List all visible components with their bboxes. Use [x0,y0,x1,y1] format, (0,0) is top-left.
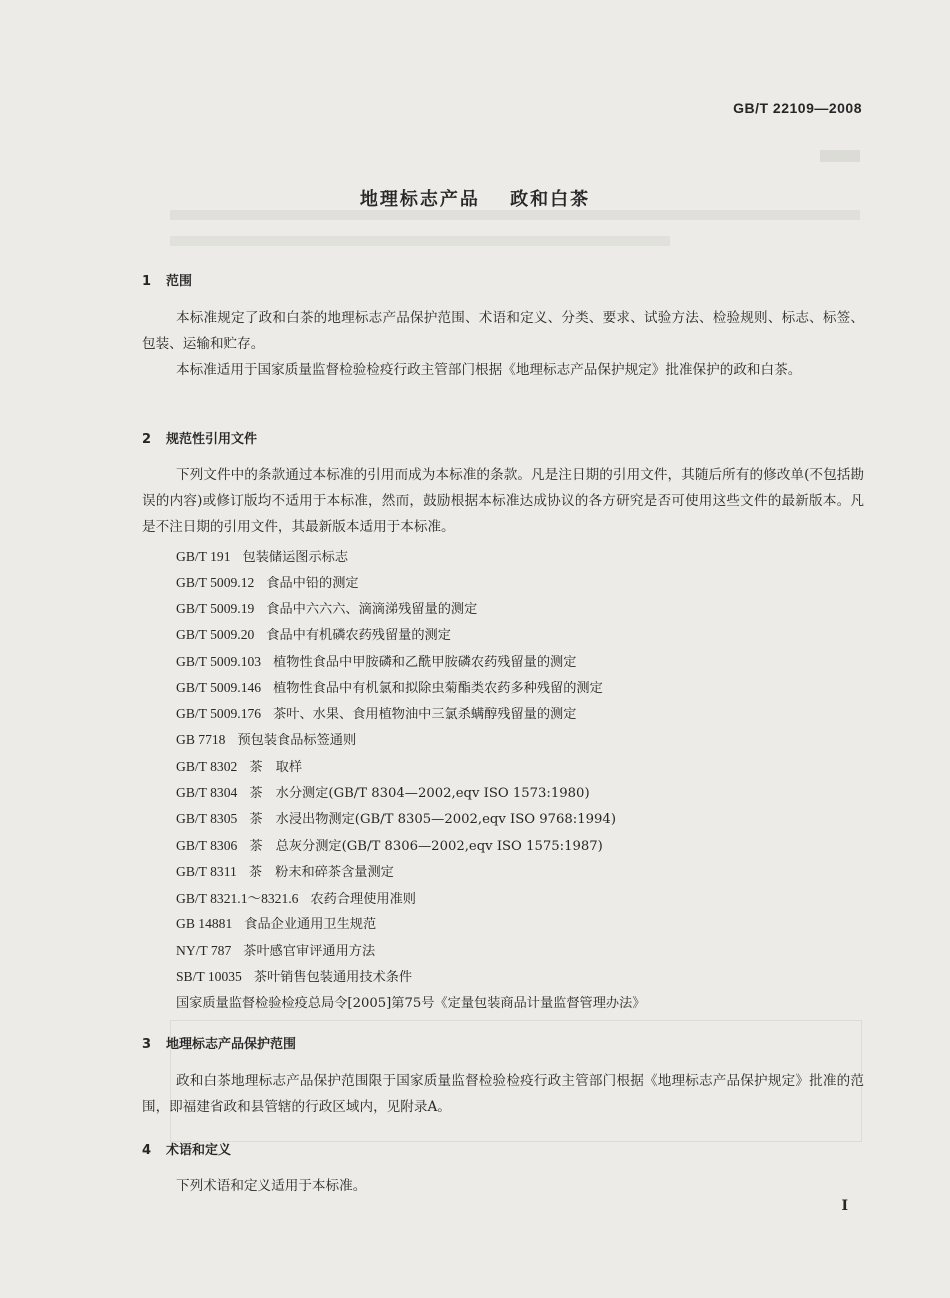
document-title: 地理标志产品 政和白茶 [359,189,591,210]
section-1-heading [142,270,192,289]
bleed-through-mark [170,210,860,220]
reference-title: 茶叶销售包装通用技术条件 [253,970,413,985]
protection-scope-paragraph: 政和白茶地理标志产品保护范围限于国家质量监督检验检疫行政主管部门根据《地理标志产品保护规定》批准的范围，即福建省政和县管辖的行政区域内，见附录A。 [142,1073,864,1115]
scope-paragraph-1: 本标准规定了政和白茶的地理标志产品保护范围、术语和定义、分类、要求、试验方法、检验规则、标志、标签、包装、运输和贮存。 [142,310,864,352]
reference-code: NY/T 787 [176,943,232,958]
reference-item [176,835,603,854]
reference-item [176,624,451,643]
reference-title: 预包装食品标签通则 [237,733,357,748]
reference-title: 植物性食品中有机氯和拟除虫菊酯类农药多种残留的测定 [273,681,603,696]
reference-code: SB/T 10035 [176,969,242,984]
page-number: I [841,1198,848,1214]
section-2-heading [142,428,257,447]
reference-title: 农药合理使用准则 [310,892,416,907]
scope-paragraph-2: 本标准适用于国家质量监督检验检疫行政主管部门根据《地理标志产品保护规定》批准保护的政和白茶。 [176,362,802,378]
reference-item [176,546,348,565]
reference-code: GB/T 5009.19 [176,601,255,616]
reference-item [176,572,359,591]
standard-number: GB/T 22109—2008 [733,100,862,116]
reference-code: GB/T 8311 [176,864,237,879]
terms-paragraph: 下列术语和定义适用于本标准。 [176,1178,367,1194]
reference-item [176,651,576,670]
reference-title: 食品中铅的测定 [266,576,359,591]
reference-item [176,677,603,696]
reference-code: GB 7718 [176,732,226,747]
reference-code: GB/T 8321.1～8321.6 [176,891,299,906]
reference-title: 茶叶感官审评通用方法 [243,944,376,959]
reference-title: 茶 水分测定(GB/T 8304—2002,eqv ISO 1573:1980) [249,786,590,801]
reference-item [176,887,416,907]
reference-code: GB/T 5009.103 [176,654,262,669]
section-number: 4 [142,1143,152,1158]
reference-item [176,756,302,775]
reference-item [176,992,645,1011]
reference-title: 包装储运图示标志 [242,550,349,565]
section-title: 术语和定义 [166,1143,232,1158]
reference-item [176,729,356,748]
reference-code: GB/T 5009.176 [176,706,262,721]
bleed-through-mark [820,150,860,162]
section-3-heading [142,1033,296,1052]
reference-title: 食品企业通用卫生规范 [244,917,377,932]
section-title: 范围 [166,274,193,289]
reference-title: 《定量包装商品计量监督管理办法》 [434,996,646,1011]
reference-title: 食品中六六六、滴滴涕残留量的测定 [266,602,478,617]
bleed-through-mark [170,236,670,246]
section-number: 3 [142,1037,152,1052]
section-number: 2 [142,432,152,447]
section-4-heading [142,1139,231,1158]
reference-code: GB/T 5009.146 [176,680,262,695]
section-title: 地理标志产品保护范围 [166,1037,297,1052]
reference-item [176,808,616,827]
reference-code: GB/T 8304 [176,785,238,800]
reference-code: GB/T 5009.20 [176,627,255,642]
references-intro-paragraph: 下列文件中的条款通过本标准的引用而成为本标准的条款。凡是注日期的引用文件，其随后所有的修改单(不包括勘误的内容)或修订版均不适用于本标准，然而，鼓励根据本标准达成协议的各方研究是否可使用这些文件的最新版本。凡是不注日期的引用文件，其最新版本适用于本标准。 [142,467,864,535]
reference-title: 食品中有机磷农药残留量的测定 [266,628,451,643]
reference-code: GB/T 8305 [176,811,238,826]
section-number: 1 [142,274,152,289]
reference-title: 茶 总灰分测定(GB/T 8306—2002,eqv ISO 1575:1987) [249,839,603,854]
reference-code: GB/T 5009.12 [176,575,255,590]
reference-code: GB/T 191 [176,549,231,564]
reference-title: 植物性食品中甲胺磷和乙酰甲胺磷农药残留量的测定 [273,655,577,670]
reference-item [176,782,590,801]
reference-title: 茶 取样 [249,760,303,775]
reference-title: 茶 水浸出物测定(GB/T 8305—2002,eqv ISO 9768:1994) [249,812,616,827]
reference-item [176,940,375,959]
reference-code: GB 14881 [176,916,233,931]
section-title: 规范性引用文件 [166,432,258,447]
reference-item [176,703,576,722]
reference-code: GB/T 8306 [176,838,238,853]
reference-item [176,861,394,880]
reference-item [176,966,412,985]
reference-item [176,598,477,617]
reference-title: 茶叶、水果、食用植物油中三氯杀螨醇残留量的测定 [273,707,577,722]
reference-title: 茶 粉末和碎茶含量测定 [248,865,394,880]
reference-item [176,913,376,932]
reference-code: GB/T 8302 [176,759,238,774]
reference-code: 国家质量监督检验检疫总局令[2005]第75号 [176,996,435,1011]
